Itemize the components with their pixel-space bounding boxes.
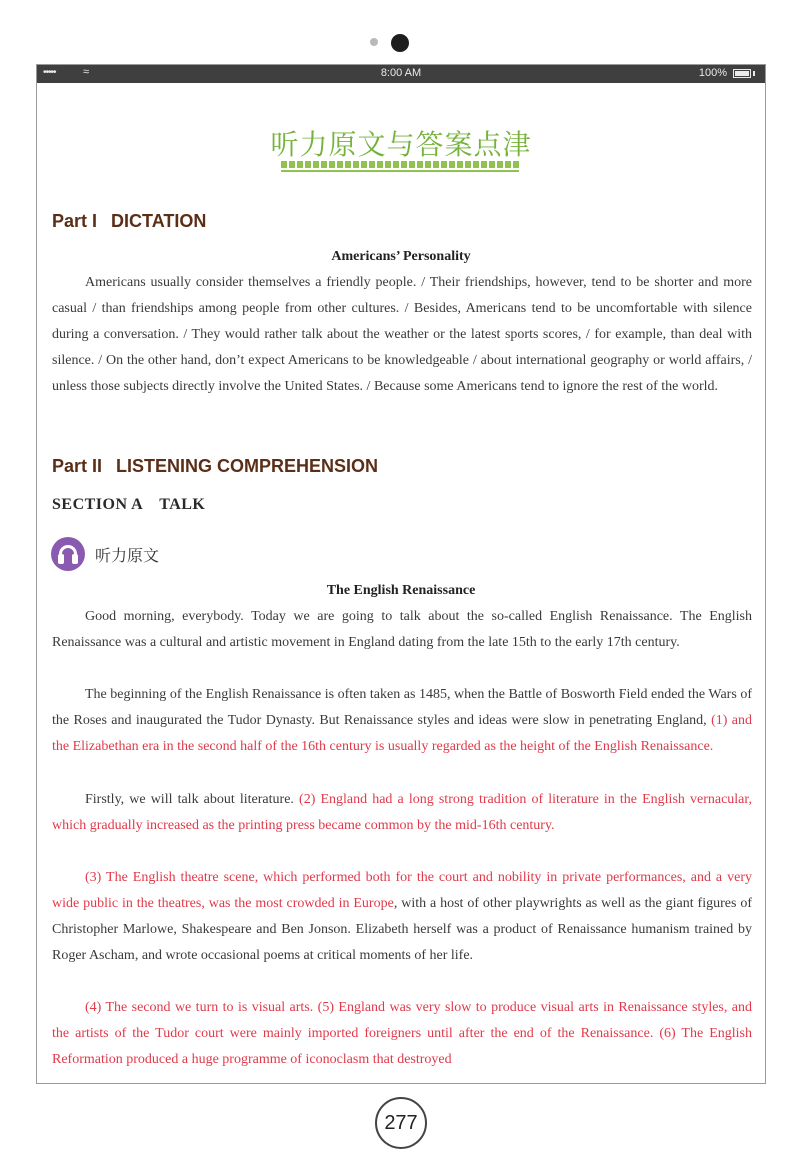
wifi-icon: ≈ [83, 66, 90, 78]
section-a-heading [52, 496, 205, 514]
answers-4-6: (4) The second we turn to is visual arts. (5) England was very slow to produce visual arts in Renaissance styles, and the artists of the Tudor court were mainly imported foreigners until after the end of the Renaissance. (6) The English Reformation produced a huge programme of iconoclasm that destroyed [52, 1000, 752, 1067]
status-time: 8:00 AM [380, 67, 422, 79]
headphones-icon [51, 537, 85, 571]
dictation-paragraph [52, 270, 752, 400]
battery-tip [753, 71, 755, 76]
talk-paragraph-4 [52, 865, 752, 969]
title-underline [281, 170, 519, 172]
article-title-renaissance: The English Renaissance [326, 583, 476, 598]
section-name: TALK [159, 496, 206, 513]
battery-icon [733, 69, 751, 78]
dictation-text: Americans usually consider themselves a friendly people. / Their friendships, however, tend to be shorter and more casual / than friendships among people from other cultures. / Besides, Americans tend to be uncomfortable with silence during a conversation. / They would rather talk about the weather or the latest sports scores, / for example, than deal with silence. / On the other hand, don’t expect Americans to be knowledgeable / about international geography or world affairs, / unless those subjects directly involve the United States. / Because some Americans tend to ignore the rest of the world. [52, 275, 752, 394]
talk-p2-text: The beginning of the English Renaissance is often taken as 1485, when the Battle of Bosworth Field ended the Wars of the Roses and inaugurated the Tudor Dynasty. But Renaissance styles and ideas were slow in penetrating England, [52, 687, 752, 728]
talk-p4-text: , with a host of other playwrights as well as the giant figures of Christopher Marlowe, Shakespeare and Ben Jonson. Elizabeth herself was a product of Renaissance humanism trained by Roger Ascham, and wrote occasional poems at critical moments of her life. [52, 896, 752, 963]
listening-script-text: 听力原文 [95, 546, 160, 565]
part1-heading [52, 211, 206, 232]
page-number: 277 [375, 1097, 427, 1149]
part2-name: LISTENING COMPREHENSION [116, 456, 379, 476]
sensor-dot [370, 38, 378, 46]
talk-p1-text: Good morning, everybody. Today we are going to talk about the so-called English Renaissance. The English Renaissance was a cultural and artistic movement in England dating from the late 15th to the early 17th century. [52, 609, 752, 650]
answer-1: (1) and the Elizabethan era in the second half of the 16th century is usually regarded as the height of the English Renaissance. [52, 713, 752, 754]
part1-label: Part I [52, 211, 98, 231]
device-camera [0, 34, 800, 48]
signal-icon: ••••• [43, 67, 56, 78]
talk-paragraph-2 [52, 682, 752, 760]
talk-paragraph-3 [52, 787, 752, 839]
answer-3: (3) The English theatre scene, which performed both for the court and nobility in private performances, and a very wide public in the theatres, was the most crowded in Europe [52, 870, 752, 911]
answer-2: (2) England had a long strong tradition of literature in the English vernacular, which gradually increased as the printing press became common by the mid-16th century. [52, 792, 753, 833]
talk-paragraph-1 [52, 604, 752, 656]
battery-percent: 100% [698, 67, 727, 79]
tablet-screen [36, 64, 766, 1084]
part1-name: DICTATION [111, 211, 207, 231]
part2-heading [52, 456, 378, 477]
part2-label: Part II [52, 456, 103, 476]
article-title-personality: Americans’ Personality [331, 249, 471, 264]
page-title: 听力原文与答案点津 [270, 128, 532, 161]
talk-paragraph-5 [52, 995, 752, 1073]
section-label: SECTION A [52, 496, 144, 513]
title-decoration-bar [281, 161, 519, 168]
camera-lens [391, 34, 409, 52]
status-bar [37, 65, 765, 83]
talk-p3-text: Firstly, we will talk about literature. [85, 792, 300, 807]
